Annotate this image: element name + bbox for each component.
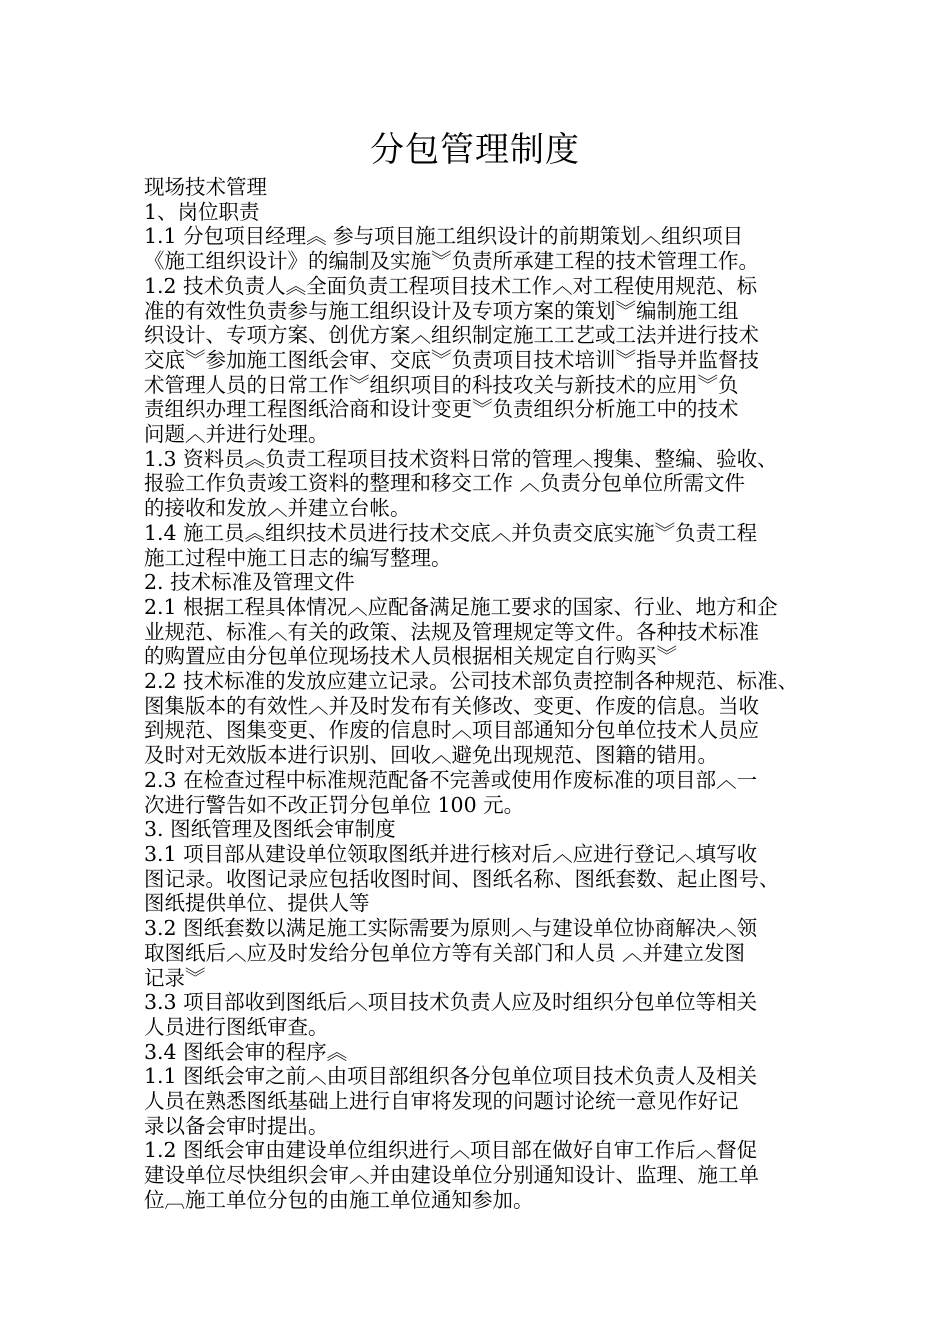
text-line: 2.1 根据工程具体情况︿应配备满足施工要求的国家、行业、地方和企 (144, 594, 778, 619)
text-line: 施工过程中施工日志的编写整理。 (144, 545, 452, 570)
text-line: 3.2 图纸套数以满足施工实际需要为原则︿与建设单位协商解决︿领 (144, 916, 758, 941)
text-line: 准的有效性负责参与施工组织设计及专项方案的策划︾编制施工组 (144, 298, 739, 323)
text-line: 人员进行图纸审查。 (144, 1014, 329, 1039)
text-line: 及时对无效版本进行识别、回收︿避免出现规范、图籍的错用。 (144, 743, 718, 768)
text-line: 织设计、专项方案、创优方案︿组织制定施工工艺或工法并进行技术 (144, 323, 759, 348)
text-line: 3.3 项目部收到图纸后︿项目技术负责人应及时组织分包单位等相关 (144, 990, 758, 1015)
text-line: 到规范、图集变更、作废的信息时︿项目部通知分包单位技术人员应 (144, 718, 759, 743)
text-line: 3. 图纸管理及图纸会审制度 (144, 817, 396, 842)
document-title: 分包管理制度 (370, 130, 580, 170)
text-line: 取图纸后︿应及时发给分包单位方等有关部门和人员 ︿并建立发图 (144, 940, 746, 965)
text-line: 《施工组织设计》的编制及实施︾负责所承建工程的技术管理工作。 (144, 249, 759, 274)
text-line: 1.2 技术负责人︽全面负责工程项目技术工作︿对工程使用规范、标 (144, 273, 758, 298)
text-line: 建设单位尽快组织会审︿并由建设单位分别通知设计、监理、施工单 (144, 1163, 759, 1188)
text-line: 的接收和发放︿并建立台帐。 (144, 496, 411, 521)
text-line: 图记录。收图记录应包括收图时间、图纸名称、图纸套数、起止图号、 (144, 866, 780, 891)
text-line: 3.1 项目部从建设单位领取图纸并进行核对后︿应进行登记︿填写收 (144, 841, 758, 866)
text-line: 位︹施工单位分包的由施工单位通知参加。 (144, 1187, 534, 1212)
text-line: 图纸提供单位、提供人等 (144, 891, 370, 916)
text-line: 1.2 图纸会审由建设单位组织进行︿项目部在做好自审工作后︿督促 (144, 1138, 758, 1163)
text-line: 2.2 技术标准的发放应建立记录。公司技术部负责控制各种规范、标准、 (144, 669, 799, 694)
text-line: 1、岗位职责 (144, 199, 260, 224)
text-line: 交底︾参加施工图纸会审、交底︾负责项目技术培训︾指导并监督技 (144, 347, 759, 372)
text-line: 责组织办理工程图纸洽商和设计变更︾负责组织分析施工中的技术 (144, 397, 739, 422)
text-line: 2.3 在检查过程中标准规范配备不完善或使用作废标准的项目部︿一 (144, 767, 758, 792)
text-line: 的购置应由分包单位现场技术人员根据相关规定自行购买︾ (144, 644, 677, 669)
text-line: 录以备会审时提出。 (144, 1113, 329, 1138)
text-line: 2. 技术标准及管理文件 (144, 570, 355, 595)
text-line: 1.1 图纸会审之前︿由项目部组织各分包单位项目技术负责人及相关 (144, 1064, 758, 1089)
text-line: 记录︾ (144, 965, 206, 990)
text-line: 次进行警告如不改正罚分包单位 100 元。 (144, 792, 525, 817)
text-line: 报验工作负责竣工资料的整理和移交工作 ︿负责分包单位所需文件 (144, 471, 746, 496)
text-line: 图集版本的有效性︿并及时发布有关修改、变更、作废的信息。当收 (144, 693, 759, 718)
text-line: 1.4 施工员︽组织技术员进行技术交底︿并负责交底实施︾负责工程 (144, 520, 758, 545)
text-line: 问题︿并进行处理。 (144, 422, 329, 447)
text-line: 1.1 分包项目经理︽ 参与项目施工组织设计的前期策划︿组织项目 (144, 224, 744, 249)
text-line: 3.4 图纸会审的程序︽ (144, 1039, 348, 1064)
text-line: 术管理人员的日常工作︾组织项目的科技攻关与新技术的应用︾负 (144, 372, 739, 397)
document-body (144, 175, 824, 1213)
text-line: 业规范、标准︿有关的政策、法规及管理规定等文件。各种技术标准 (144, 619, 759, 644)
text-line: 1.3 资料员︽负责工程项目技术资料日常的管理︿搜集、整编、验收、 (144, 446, 778, 471)
text-line: 现场技术管理 (144, 175, 267, 199)
text-line: 人员在熟悉图纸基础上进行自审将发现的问题讨论统一意见作好记 (144, 1089, 739, 1114)
